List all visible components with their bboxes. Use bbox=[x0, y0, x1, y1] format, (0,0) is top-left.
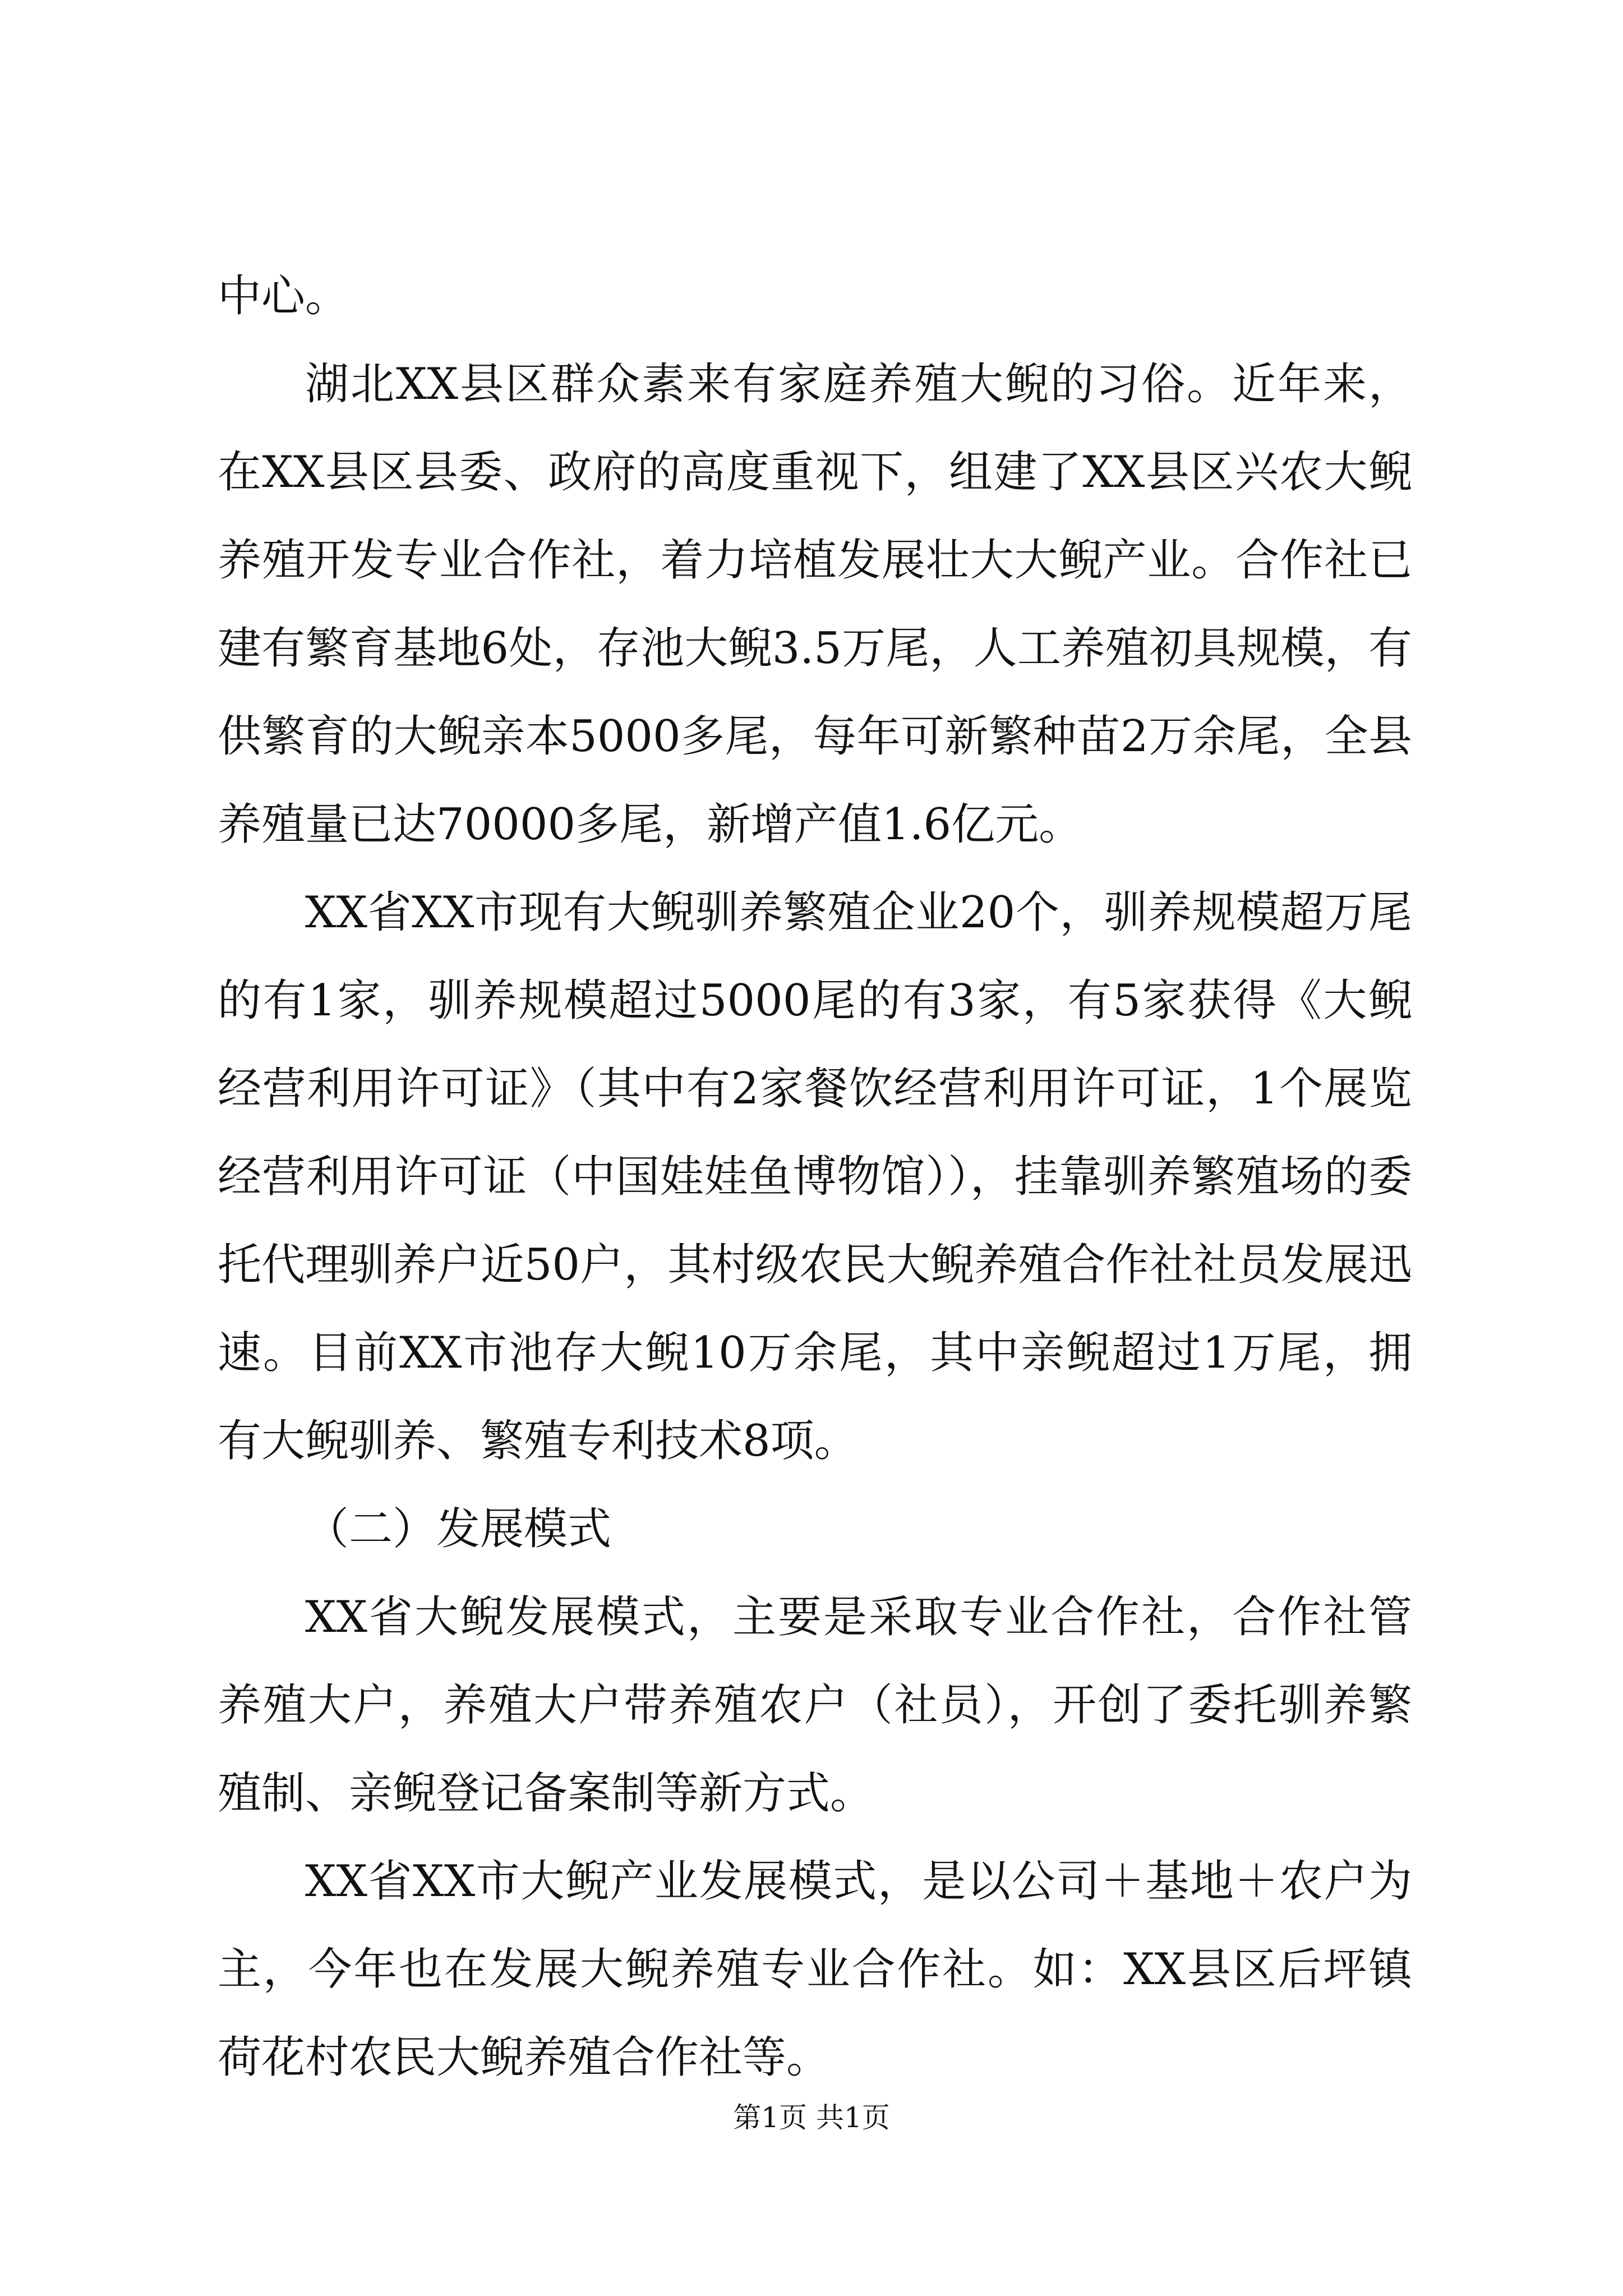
paragraph-city-enterprises: XX省XX市现有大鲵驯养繁殖企业20个，驯养规模超万尾的有1家，驯养规模超过5000尾的有3家，有5家获得《大鲵经营利用许可证》（其中有2家餐饮经营利用许可证，1个展览经营利用许可证（中国娃娃鱼博物馆）），挂靠驯养繁殖场的委托代理驯养户近50户，其村级农民大鲵养殖合作社社员发展迅速。目前XX市池存大鲵10万余尾，其中亲鲵超过1万尾，拥有大鲵驯养、繁殖专利技术8项。 bbox=[218, 887, 1412, 1466]
section-heading: （二）发展模式 bbox=[305, 1504, 612, 1554]
paragraph-province-model: XX省大鲵发展模式，主要是采取专业合作社，合作社管养殖大户，养殖大户带养殖农户（社员），开创了委托驯养繁殖制、亲鲵登记备案制等新方式。 bbox=[218, 1592, 1412, 1819]
document-body bbox=[218, 252, 1412, 2102]
paragraph-city-model: XX省XX市大鲵产业发展模式，是以公司＋基地＋农户为主，今年也在发展大鲵养殖专业合作社。如：XX县区后坪镇荷花村农民大鲵养殖合作社等。 bbox=[218, 1856, 1412, 2083]
paragraph-continuation: 中心。 bbox=[218, 271, 349, 321]
paragraph-hubei: 湖北XX县区群众素来有家庭养殖大鲵的习俗。近年来，在XX县区县委、政府的高度重视下，组建了XX县区兴农大鲵养殖开发专业合作社，着力培植发展壮大大鲵产业。合作社已建有繁育基地6处，存池大鲵3.5万尾，人工养殖初具规模，有供繁育的大鲵亲本5000多尾，每年可新繁种苗2万余尾，全县养殖量已达70000多尾，新增产值1.6亿元。 bbox=[218, 359, 1412, 850]
page-footer: 第1页 共1页 bbox=[733, 2101, 890, 2134]
